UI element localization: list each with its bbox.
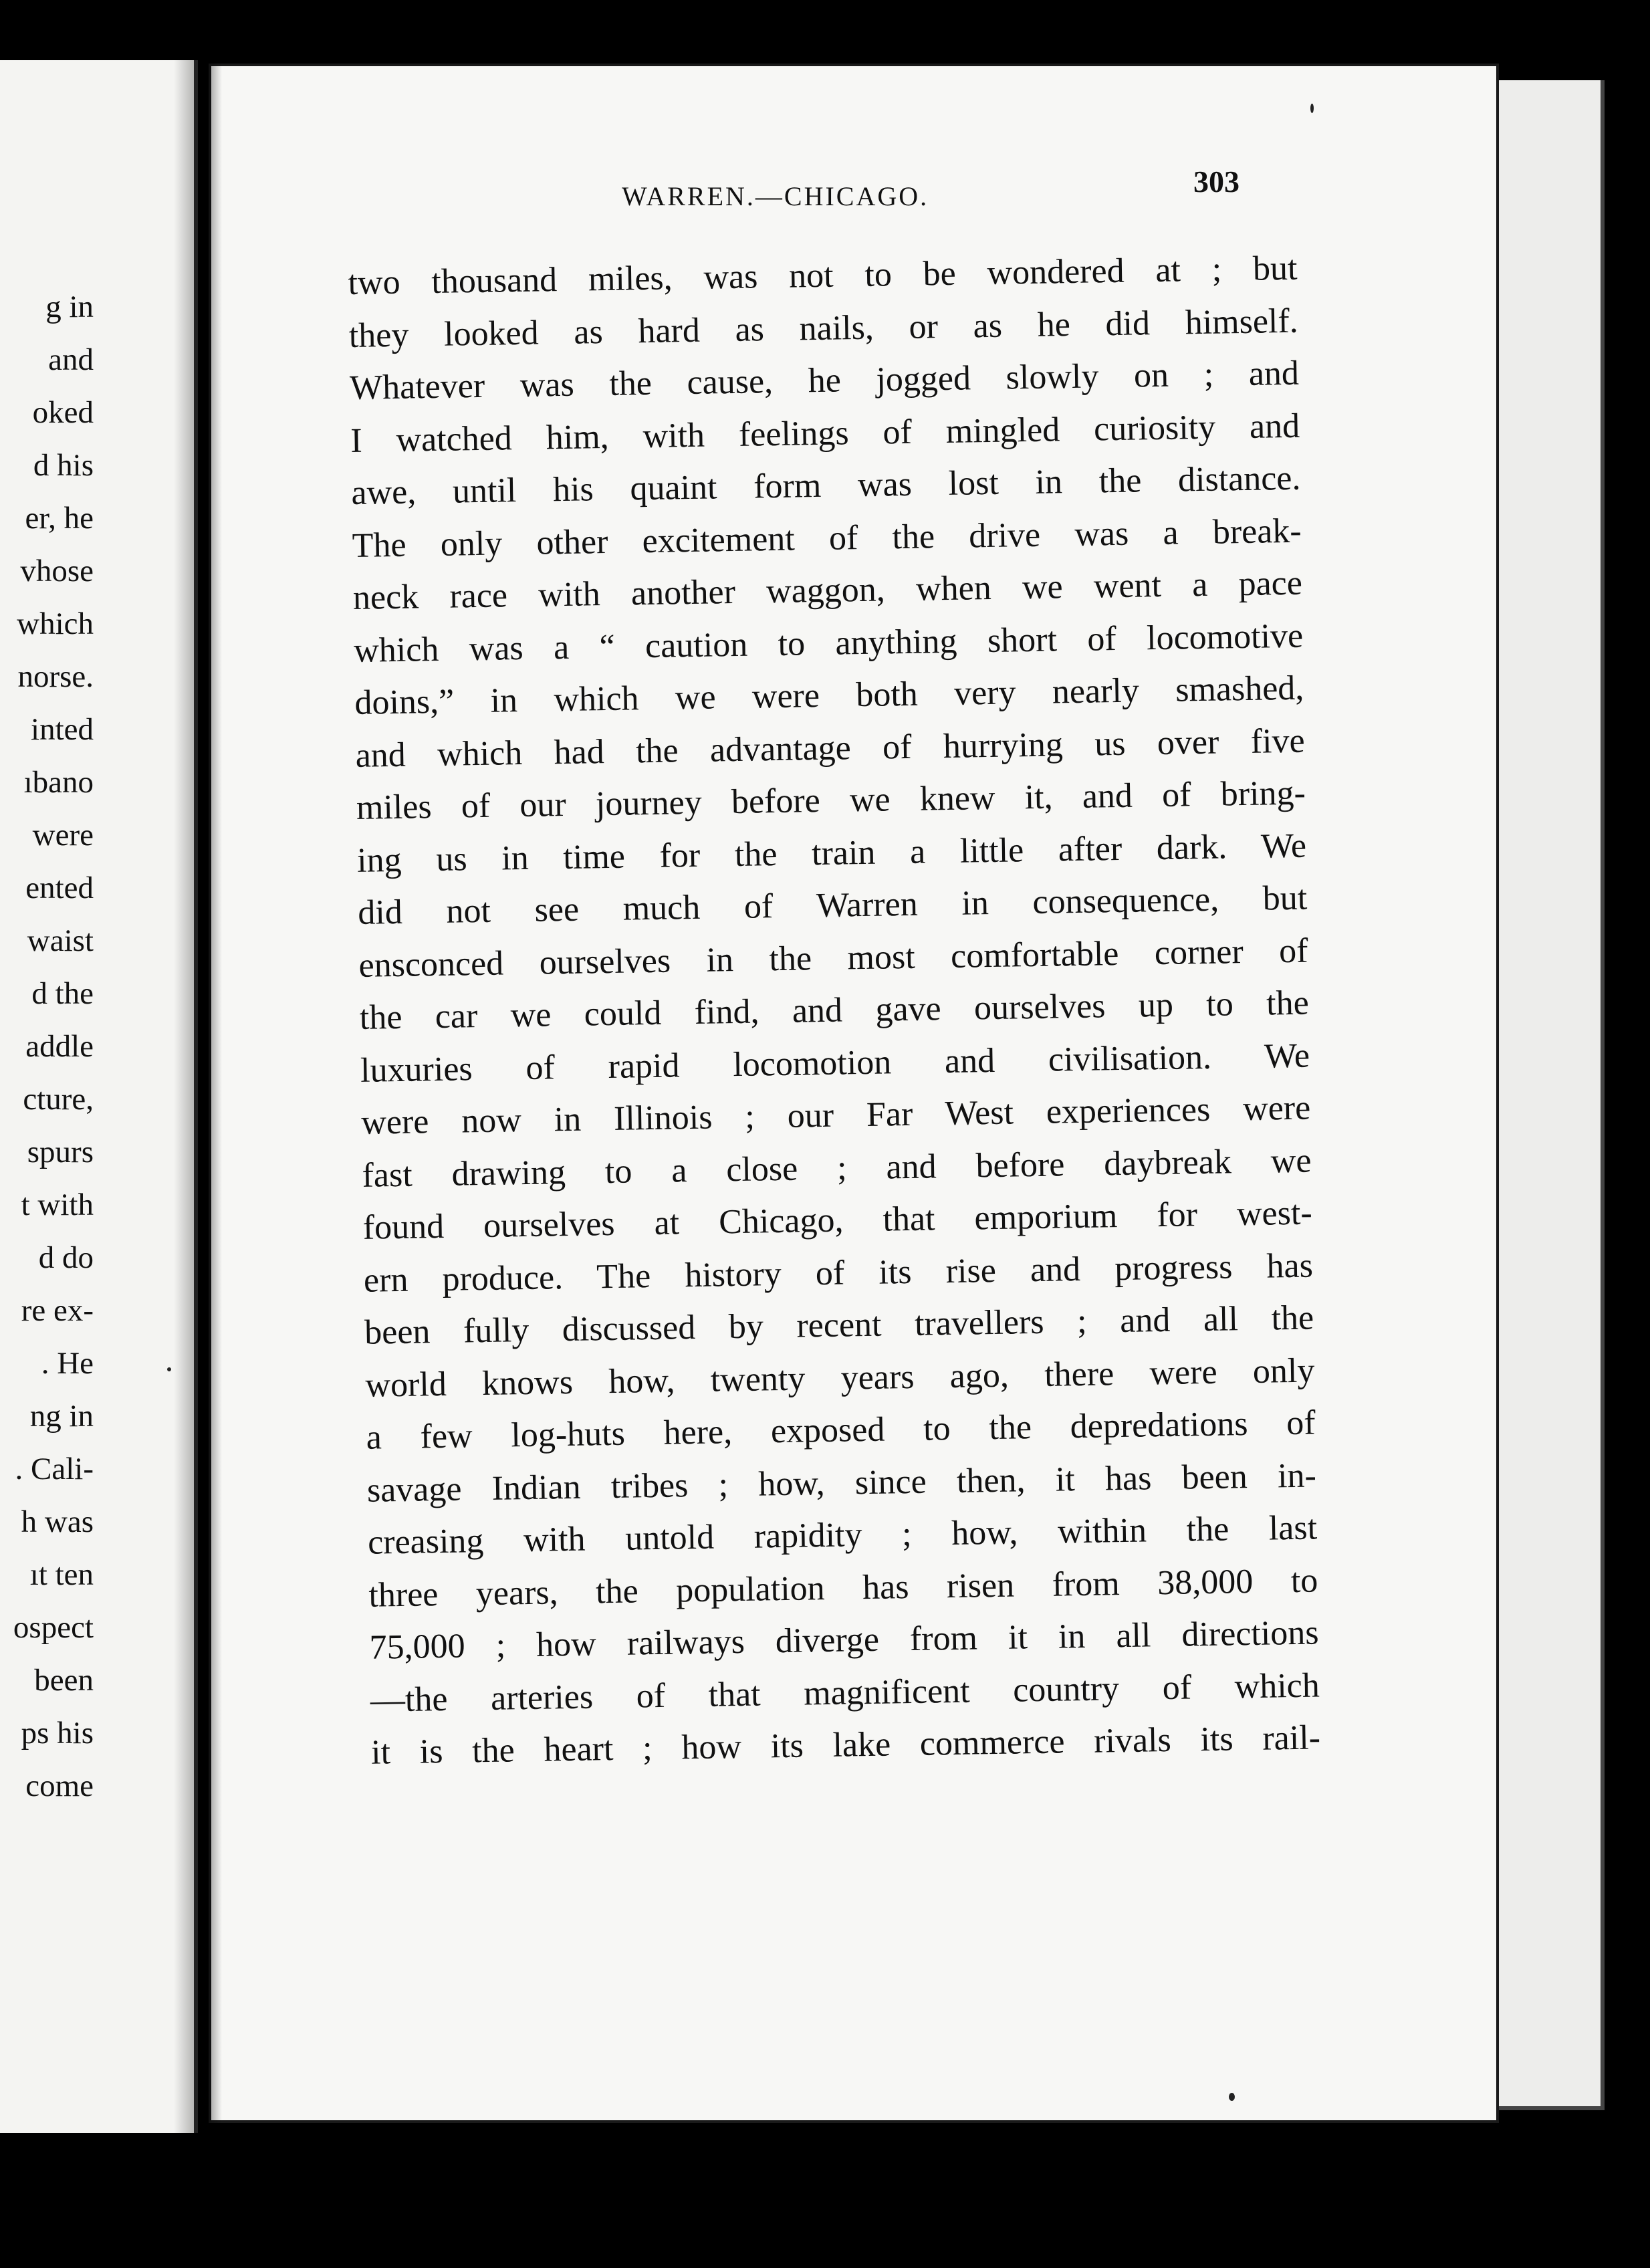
- facing-page-line: t with: [21, 1187, 94, 1222]
- facing-page-line: . He: [41, 1346, 94, 1381]
- scan-speck: [1310, 104, 1314, 113]
- text-line: ing us in time for the train a little after dark. We: [356, 826, 1307, 880]
- text-line: creasing with untold rapidity ; how, within the last: [367, 1508, 1318, 1562]
- text-line: it is the heart ; how its lake commerce rivals its rail-: [370, 1718, 1321, 1772]
- facing-page-line: d the: [31, 976, 94, 1011]
- text-line: did not see much of Warren in consequence, but: [357, 879, 1308, 932]
- facing-page-line: ps his: [21, 1716, 94, 1750]
- gutter-shadow: [174, 60, 194, 2133]
- running-head: WARREN.—CHICAGO.: [622, 181, 929, 211]
- facing-page-left: [0, 60, 198, 2133]
- facing-page-line: g in: [45, 290, 94, 324]
- text-line: Whatever was the cause, he jogged slowly on ; and: [349, 354, 1300, 407]
- page-number: 303: [1193, 164, 1240, 199]
- facing-page-line: re ex-: [21, 1293, 94, 1328]
- text-line: fast drawing to a close ; and before daybreak we: [362, 1141, 1312, 1195]
- facing-page-line: spurs: [27, 1135, 94, 1169]
- facing-page-line: h was: [21, 1504, 94, 1539]
- text-line: The only other excitement of the drive was a break-: [352, 512, 1302, 565]
- facing-page-line: come: [25, 1769, 94, 1803]
- text-line: neck race with another waggon, when we went a pace: [352, 564, 1303, 617]
- facing-page-line: ıt ten: [29, 1557, 94, 1592]
- text-line: doins,” in which we were both very nearly smashed,: [354, 669, 1304, 722]
- facing-page-line: and: [48, 342, 94, 377]
- text-line: 75,000 ; how railways diverge from it in all directions: [369, 1613, 1319, 1667]
- text-line: luxuries of rapid locomotion and civilisation. We: [360, 1036, 1310, 1090]
- text-line: were now in Illinois ; our Far West experiences were: [360, 1089, 1311, 1142]
- text-line: awe, until his quaint form was lost in the distance.: [351, 459, 1301, 512]
- text-line: and which had the advantage of hurrying us over five: [355, 721, 1305, 775]
- facing-page-line: inted: [31, 712, 94, 747]
- facing-page-line: er, he: [25, 501, 94, 536]
- text-line: —the arteries of that magnificent country of which: [370, 1666, 1320, 1720]
- page-body-text: [348, 243, 1321, 1780]
- facing-page-line: oked: [32, 395, 94, 430]
- facing-page-line: been: [34, 1663, 94, 1698]
- text-line: found ourselves at Chicago, that emporium for west-: [362, 1194, 1313, 1247]
- text-line: ensconced ourselves in the most comfortable corner of: [358, 931, 1308, 985]
- facing-page-line: ng in: [29, 1399, 94, 1434]
- scan-speck: [167, 1367, 171, 1371]
- facing-page-line: addle: [25, 1029, 94, 1064]
- text-line: miles of our journey before we knew it, and of bring-: [356, 774, 1306, 827]
- facing-page-text: [0, 281, 94, 1813]
- facing-page-line: which: [17, 606, 94, 641]
- facing-page-line: norse.: [17, 659, 94, 694]
- text-line: ern produce. The history of its rise and progress has: [363, 1246, 1314, 1300]
- page-inner-edge: [209, 64, 222, 2123]
- facing-page-line: ıbano: [23, 765, 94, 800]
- facing-page-line: were: [32, 818, 94, 853]
- text-line: the car we could find, and gave ourselves up to the: [359, 984, 1310, 1037]
- text-line: I watched him, with feelings of mingled curiosity and: [350, 407, 1300, 460]
- text-line: which was a “ caution to anything short of locomotive: [353, 616, 1304, 670]
- facing-page-line: cture,: [23, 1082, 94, 1117]
- facing-page-line: waist: [27, 923, 94, 958]
- facing-page-line: ented: [25, 871, 94, 905]
- text-line: two thousand miles, was not to be wondered at ; but: [348, 249, 1298, 302]
- facing-page-line: ospect: [13, 1610, 94, 1645]
- facing-page-line: vhose: [20, 554, 94, 588]
- facing-page-line: . Cali-: [15, 1452, 94, 1486]
- facing-page-line: d his: [33, 448, 94, 483]
- text-line: world knows how, twenty years ago, there were only: [365, 1351, 1315, 1405]
- text-line: they looked as hard as nails, or as he did himself.: [348, 302, 1299, 355]
- facing-page-line: d do: [38, 1240, 94, 1275]
- text-line: savage Indian tribes ; how, since then, it has been in-: [366, 1456, 1317, 1510]
- scan-speck: [1229, 2093, 1235, 2101]
- text-line: a few log-huts here, exposed to the depredations of: [366, 1403, 1316, 1457]
- text-line: three years, the population has risen from 38,000 to: [368, 1561, 1318, 1615]
- text-line: been fully discussed by recent travellers ; and all the: [364, 1298, 1314, 1352]
